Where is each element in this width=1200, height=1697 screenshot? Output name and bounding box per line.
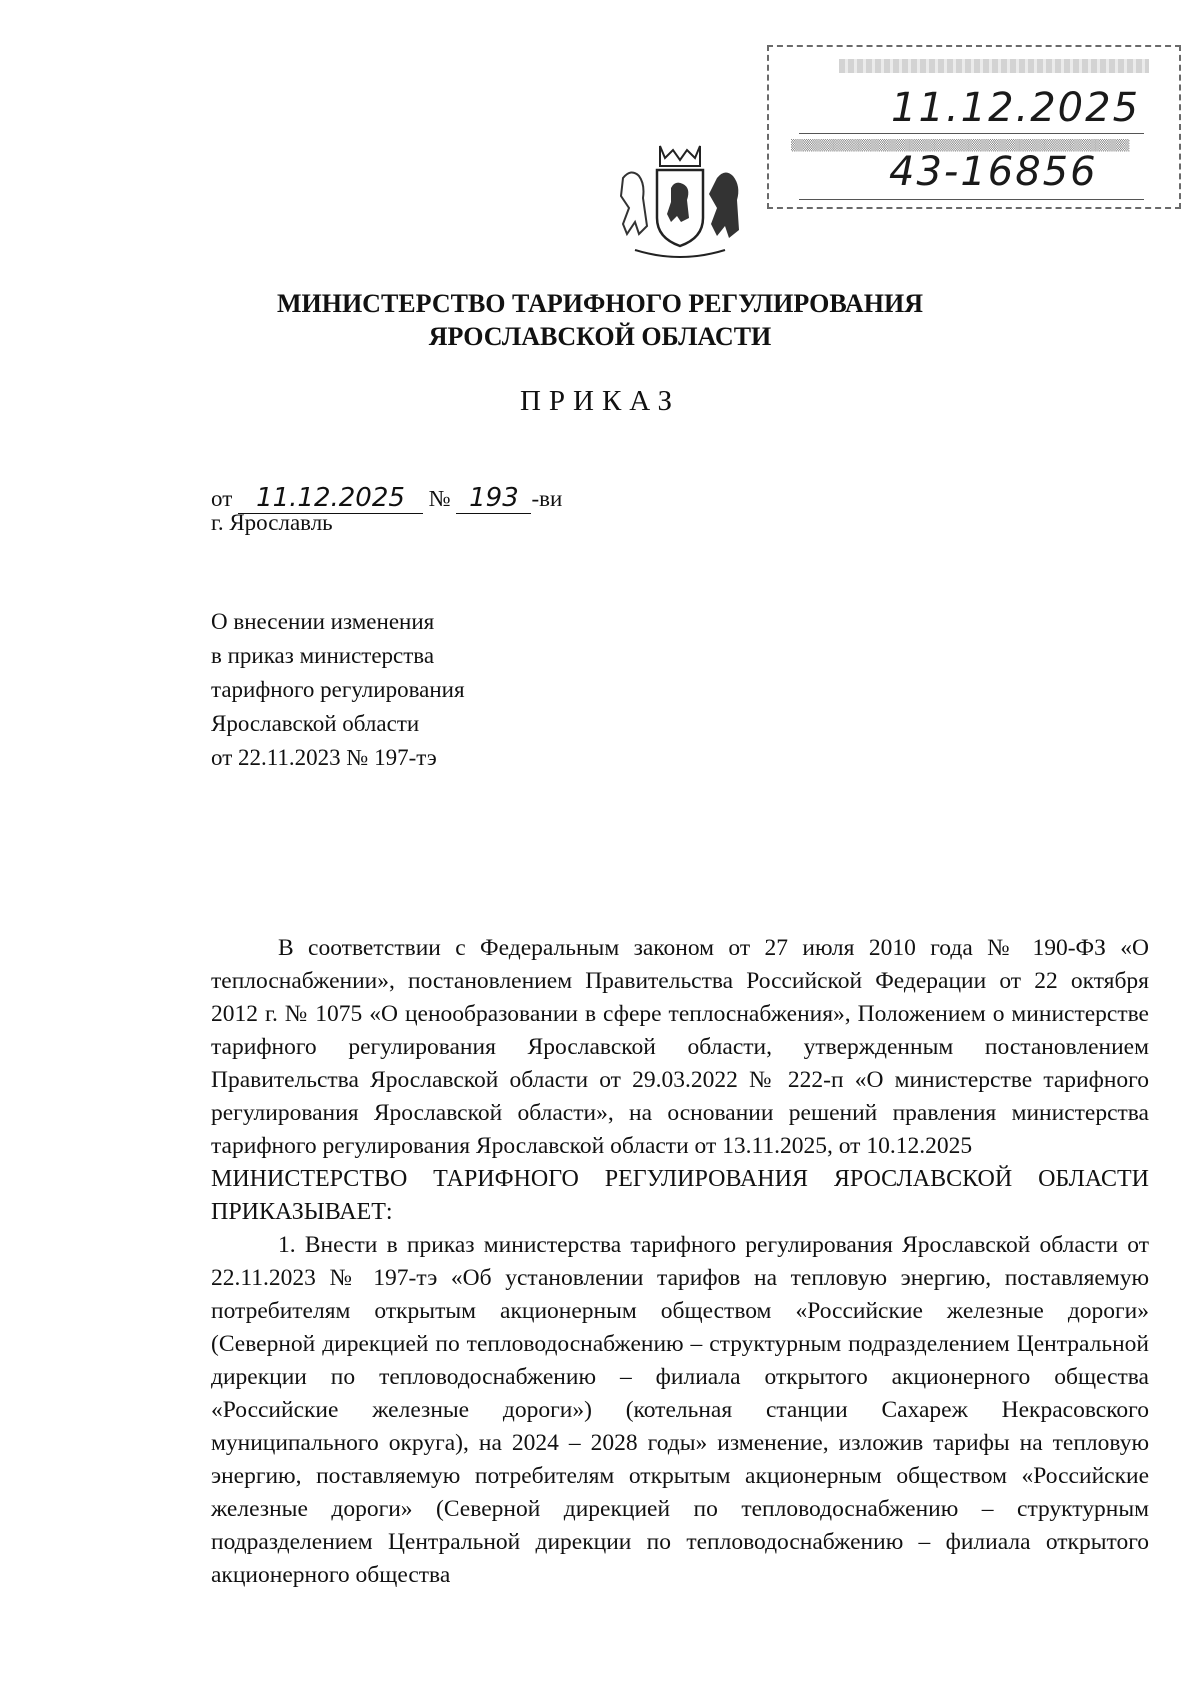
item-1-paragraph: 1. Внести в приказ министерства тарифного регулирования Ярославской области от 22.11.2023 № 197-тэ «Об установлении тарифов на тепловую энергию, поставляемую потребителям открытым акционерным обществом «Российские железные дороги» (Северной дирекцией по тепловодоснабжению – структурным подразделением Центральной дирекции по тепловодоснабжению – филиала открытого акционерного общества «Российские железные дороги») (котельная станции Сахареж Некрасовского муниципального округа), на 2024 – 2028 годы» изменение, изложив тарифы на тепловую энергию, поставляемую потребителям открытым акционерным обществом «Российские железные дороги» (Северной дирекцией по тепловодоснабжению – структурным подразделением Центральной дирекции по тепловодоснабжению – филиала открытого акционерного общества [211, 1232, 1149, 1588]
stamp-faded-heading [839, 59, 1149, 73]
ministry-name-line2: ЯРОСЛАВСКОЙ ОБЛАСТИ [428, 322, 772, 351]
subject-line: тарифного регулирования [211, 677, 465, 702]
number-sign: № [428, 486, 451, 511]
registration-stamp [767, 45, 1181, 209]
order-subject [211, 605, 465, 775]
from-label: от [211, 486, 233, 511]
ministry-name-line1: МИНИСТЕРСТВО ТАРИФНОГО РЕГУЛИРОВАНИЯ [276, 289, 924, 318]
coat-of-arms-icon [605, 138, 755, 268]
subject-line: О внесении изменения [211, 609, 435, 634]
subject-line: в приказ министерства [211, 643, 435, 668]
subject-line: Ярославской области [211, 711, 420, 736]
stamp-number: 43-16856 [889, 149, 1098, 195]
document-title: ПРИКАЗ [519, 385, 681, 417]
stamp-rule [799, 199, 1144, 200]
ministry-name [0, 287, 1200, 353]
subject-line: от 22.11.2023 № 197-тэ [211, 745, 437, 770]
stamp-caption-faded: ▒▒▒▒▒▒▒▒▒▒▒▒▒▒▒▒▒▒▒▒▒▒▒▒▒▒▒▒▒▒▒▒▒▒▒▒▒▒▒▒ [791, 139, 1130, 152]
order-date: 11.12.2025 [238, 483, 423, 514]
stamp-rule [799, 133, 1144, 134]
preamble-paragraph: В соответствии с Федеральным законом от 27 июля 2010 года № 190-ФЗ «О теплоснабжении», постановлением Правительства Российской Федерации от 22 октября 2012 г. № 1075 «О ценообразовании в сфере теплоснабжения», Положением о министерстве тарифного регулирования Ярославской области, утвержденным постановлением Правительства Ярославской области от 29.03.2022 № 222-п «О министерстве тарифного регулирования Ярославской области», на основании решений правления министерства тарифного регулирования Ярославской области от 13.11.2025, от 10.12.2025 [211, 935, 1149, 1159]
orders-statement: МИНИСТЕРСТВО ТАРИФНОГО РЕГУЛИРОВАНИЯ ЯРОСЛАВСКОЙ ОБЛАСТИ ПРИКАЗЫВАЕТ: [211, 1166, 1149, 1225]
stamp-date: 11.12.2025 [891, 85, 1141, 131]
city: г. Ярославль [211, 510, 333, 535]
number-suffix: -ви [531, 486, 563, 511]
order-body [211, 932, 1149, 1592]
order-number: 193 [456, 483, 531, 514]
